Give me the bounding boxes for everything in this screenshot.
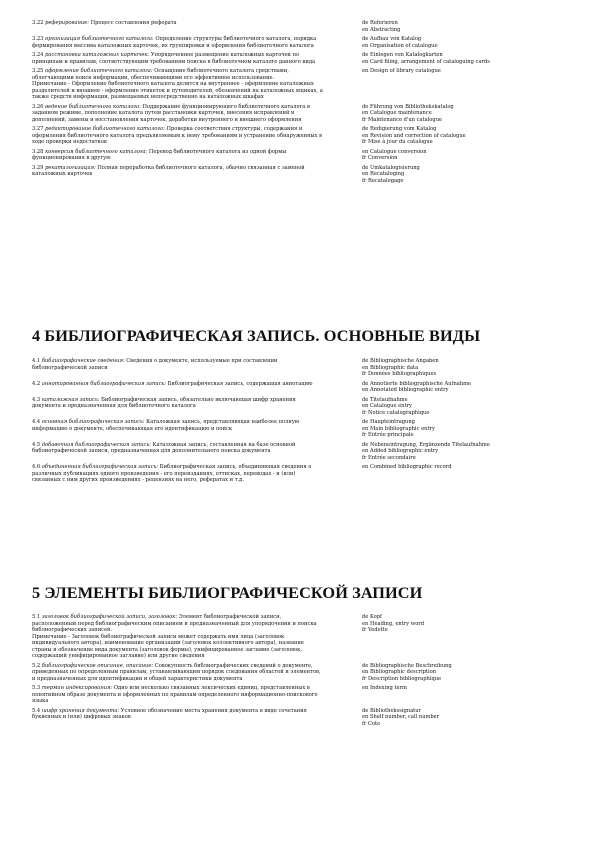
term-number: 3.22 (32, 20, 44, 26)
term-definition (32, 381, 324, 394)
term-number: 4.5 (32, 441, 41, 448)
foreign-equivalent: en Indexing term (362, 685, 407, 691)
term-number: 5.1 (32, 614, 41, 620)
foreign-equivalents (362, 663, 572, 683)
foreign-equivalent: en Bibliographic description (362, 669, 437, 675)
term-name: аннотированная библиографическая запись: (41, 380, 167, 387)
term-definition (32, 397, 324, 417)
term-entry (32, 36, 572, 49)
term-name: организация библиотечного каталога: (45, 36, 154, 42)
term-number: 3.27 (32, 126, 44, 132)
term-text (32, 685, 324, 705)
term-def: Каталожная запись, составленная на базе основной библиографической записи, предназначенная для дополнительного поиска документа (32, 441, 296, 454)
term-def: Условное обозначение места хранения документа в виде сочетания буквенных и (или) цифровых знаков (32, 707, 307, 720)
term-name: термин индексирования: (41, 685, 113, 691)
term-number: 3.24 (32, 52, 44, 58)
term-def: Процесс составления реферата (90, 20, 177, 26)
term-number: 5.2 (32, 662, 41, 669)
foreign-equivalent: de Referieren (362, 20, 398, 26)
foreign-equivalents (362, 397, 572, 417)
foreign-equivalents (362, 36, 572, 49)
term-text (32, 165, 324, 178)
foreign-equivalent: fr Entrée principale (362, 432, 414, 438)
term-name: шифр хранения документа: (41, 707, 120, 714)
foreign-equivalents (362, 614, 572, 660)
foreign-equivalent: fr Mise à jour du catalogue (362, 139, 433, 145)
term-number: 3.28 (32, 148, 44, 155)
term-entry (32, 464, 572, 484)
term-entry (32, 397, 572, 417)
term-name: объединенная библиографическая запись: (41, 464, 159, 470)
term-entry (32, 165, 572, 185)
term-text (32, 358, 324, 371)
entries-block-4 (32, 358, 572, 487)
foreign-equivalents (362, 104, 572, 124)
term-text (32, 104, 324, 124)
term-definition (32, 708, 324, 728)
foreign-equivalent: en Card filing, arrangement of cataloguing cards (362, 58, 490, 65)
foreign-equivalent: en Annotated bibliographic entry (362, 387, 449, 393)
foreign-equivalent: en Main bibliographic entry (362, 425, 435, 432)
foreign-equivalent: de Einlegen von Katalogkarten (362, 52, 443, 58)
foreign-equivalent: fr Conversion (362, 155, 398, 161)
term-entry (32, 685, 572, 705)
foreign-equivalent: de Kopf (362, 614, 382, 620)
term-note: Примечание - Заголовок библиографической записи может содержать имя лица (заголовок индивидуального автора), наименование организации (заголовок коллективного автора), название страны и обозначение вида документа (заголовок формы), унифицированное заглавие (заголовок, содержащий унифицированное заглавие) или другие сведения (32, 633, 304, 659)
term-entry (32, 663, 572, 683)
term-text (32, 68, 324, 81)
term-text (32, 397, 324, 410)
foreign-equivalent: de Umkatalogisierung (362, 164, 420, 171)
term-name: каталожная запись: (41, 396, 100, 403)
term-entry (32, 419, 572, 439)
foreign-equivalent: fr Maintenance d'un catalogue (362, 116, 443, 123)
term-definition (32, 149, 324, 162)
foreign-equivalent: en Catalogue maintenance (362, 110, 432, 116)
term-text (32, 442, 324, 455)
term-name: библиографическое описание, описание: (41, 662, 154, 669)
term-number: 3.25 (32, 68, 44, 74)
term-note: Примечание - Оформление библиотечного каталога делится на внутреннее - оформление каталожных разделителей и внешнее - оформление этикеток и путеводителей, обозначений на каталожных ящиках, а также средств информации, размещаемых непосредственно на каталожных шкафах (32, 81, 323, 100)
term-definition (32, 104, 324, 124)
term-text (32, 464, 324, 484)
foreign-equivalents (362, 419, 572, 439)
foreign-equivalent: en Added bibliographic entry (362, 448, 439, 454)
foreign-equivalents (362, 20, 572, 33)
term-name: редактирование библиотечного каталога: (45, 126, 165, 132)
foreign-equivalent: de Redigierung vom Katalog (362, 126, 437, 132)
foreign-equivalent: en Abstracting (362, 26, 401, 33)
term-definition (32, 358, 324, 378)
term-definition (32, 36, 324, 49)
term-text (32, 149, 324, 162)
term-def: Библиографическая запись, объединяющая сведения о различных публикациях одного произведения - его переизданиях, оттисках, переводах - и (или) связанных с ним других произведениях - рецензиях на него, рефератах и т.д. (32, 464, 312, 483)
term-entry (32, 708, 572, 728)
foreign-equivalents (362, 708, 572, 728)
term-name: основная библиографическая запись: (41, 419, 145, 425)
term-definition (32, 614, 324, 660)
term-def: Определение структуры библиотечного каталога, порядка формирования массива каталожных карточек, их группировки и оформления библиотечного каталога (32, 36, 317, 49)
entries-block-3 (32, 20, 572, 187)
term-name: расстановка каталожных карточек: (45, 52, 150, 58)
term-text (32, 52, 324, 65)
term-def: Библиографическая запись, обязательно включающая шифр хранения документа и предназначенная для библиотечного каталога (32, 396, 296, 409)
term-entry (32, 614, 572, 660)
foreign-equivalent: de Annotierte bibliographische Aufnahme (362, 380, 472, 387)
foreign-equivalent: fr Données bibliographiques (362, 371, 437, 377)
term-definition (32, 685, 324, 705)
foreign-equivalent: de Bibliographische Beschreibung (362, 662, 452, 669)
foreign-equivalent: en Combined bibliographic record (362, 464, 452, 470)
foreign-equivalent: en Bibliographic data (362, 364, 419, 371)
term-number: 3.26 (32, 103, 44, 110)
term-name: библиографические сведения: (41, 358, 125, 364)
section-heading-4: 4 БИБЛИОГРАФИЧЕСКАЯ ЗАПИСЬ. ОСНОВНЫЕ ВИДЫ (32, 326, 481, 345)
term-def: Поддержание функционирующего библиотечного каталога в заданном режиме, пополнение каталога путем расстановки карточек, внесения исправлений и дополнений, замены и восстановления карточек, доработки внутреннего и внешнего оформления (32, 103, 310, 123)
term-def: Полная переработка библиотечного каталога, обычно связанная с заменой каталожных карточек (32, 164, 305, 177)
foreign-equivalents (362, 52, 572, 65)
term-def: Совокупность библиографических сведений о документе, приведенных по определенным правилам, устанавливающим порядок следования областей и элементов, и предназначенных для идентификации и общей характеристики документа (32, 662, 321, 682)
foreign-equivalent: fr Vedette (362, 627, 388, 633)
term-definition (32, 419, 324, 439)
term-definition (32, 663, 324, 683)
term-entry (32, 149, 572, 162)
foreign-equivalents (362, 685, 572, 705)
term-number: 3.29 (32, 164, 44, 171)
term-definition (32, 20, 324, 33)
term-text (32, 419, 324, 432)
term-name: оформление библиотечного каталога: (45, 68, 153, 74)
foreign-equivalent: de Nebeneintragung, Ergänzende Titelaufnahme (362, 441, 490, 448)
term-name: конверсия библиотечного каталога: (45, 148, 148, 155)
term-text (32, 663, 324, 683)
term-entry (32, 126, 572, 146)
term-entry (32, 52, 572, 65)
section-heading-5: 5 ЭЛЕМЕНТЫ БИБЛИОГРАФИЧЕСКОЙ ЗАПИСИ (32, 583, 423, 602)
foreign-equivalent: fr Cote (362, 720, 381, 727)
term-definition (32, 68, 324, 101)
term-definition (32, 464, 324, 484)
term-number: 3.23 (32, 36, 44, 42)
foreign-equivalent: de Bibliographische Angaben (362, 358, 439, 364)
term-name: рекаталогизация: (45, 164, 96, 171)
term-text (32, 708, 324, 721)
term-name: ведение библиотечного каталога: (45, 103, 141, 110)
foreign-equivalent: fr Notice catalographique (362, 409, 430, 416)
term-name: добавочная библиографическая запись: (41, 441, 151, 448)
term-def: Одно или несколько связанных лексических единиц, представленных в понятийном образе документа и оформленных по правилам определенного информационно-поискового языка (32, 685, 318, 704)
term-number: 5.3 (32, 685, 41, 691)
foreign-equivalents (362, 464, 572, 484)
term-entry (32, 442, 572, 462)
term-entry (32, 68, 572, 101)
term-text (32, 126, 324, 146)
foreign-equivalents (362, 149, 572, 162)
foreign-equivalent: en Catalogue entry (362, 403, 412, 409)
foreign-equivalent: de Titelaufnahme (362, 396, 408, 403)
term-def: Библиографическая запись, содержащая аннотацию (167, 380, 313, 387)
term-number: 5.4 (32, 707, 41, 714)
term-name: заголовок библиографической записи, заголовок: (41, 614, 178, 620)
term-number: 4.1 (32, 358, 41, 364)
term-definition (32, 52, 324, 65)
foreign-equivalent: en Design of library catalogue (362, 68, 441, 74)
foreign-equivalent: fr Recatalogage (362, 177, 404, 184)
term-definition (32, 442, 324, 462)
foreign-equivalent: fr Entrée secondaire (362, 454, 416, 461)
foreign-equivalent: fr Description bibliographique (362, 675, 442, 682)
term-name: реферирование: (45, 20, 90, 26)
foreign-equivalent: en Heading, entry word (362, 620, 425, 627)
foreign-equivalents (362, 126, 572, 146)
term-number: 4.4 (32, 419, 41, 425)
foreign-equivalent: de Aufbau von Katalog (362, 36, 422, 42)
foreign-equivalent: en Shelf number, call number (362, 714, 440, 720)
foreign-equivalent: en Organisation of catalogue (362, 42, 438, 49)
term-number: 4.6 (32, 464, 41, 470)
foreign-equivalents (362, 165, 572, 185)
foreign-equivalent: en Catalogue conversion (362, 148, 427, 155)
term-entry (32, 20, 572, 33)
term-number: 4.2 (32, 380, 41, 387)
foreign-equivalents (362, 358, 572, 378)
foreign-equivalents (362, 442, 572, 462)
term-definition (32, 126, 324, 146)
term-def: Перевод библиотечного каталога из одной формы функционирования в другую (32, 148, 287, 161)
entries-block-5 (32, 614, 572, 730)
foreign-equivalents (362, 68, 572, 101)
term-entry (32, 358, 572, 378)
term-def: Сведения о документе, используемые при составлении библиографической записи (32, 358, 278, 371)
term-def: Оснащение библиотечного каталога средствами, облегчающими поиск информации, обеспечивающими его эффективное использование. (32, 68, 289, 81)
term-entry (32, 381, 572, 394)
term-def: Каталожная запись, представляющая наиболее полную информацию о документе, обеспечивающая его идентификацию и поиск (32, 419, 300, 432)
term-def: Элемент библиографической записи, расположенный перед библиографическим описанием и предназначенный для упорядочения и поиска библиографических записей. (32, 614, 317, 633)
term-number: 4.3 (32, 396, 41, 403)
foreign-equivalent: de Haupteintragung (362, 419, 415, 425)
foreign-equivalent: de Führung von Bibliothekskatalog (362, 103, 454, 110)
term-def: Проверка соответствия структуры, содержания и оформления библиотечного каталога предъявляемым к нему требованиям и устранение обнаруженных в ходе проверки недостатков (32, 126, 323, 145)
term-entry (32, 104, 572, 124)
foreign-equivalents (362, 381, 572, 394)
term-text (32, 20, 324, 27)
foreign-equivalent: en Recataloging (362, 171, 405, 177)
foreign-equivalent: en Revision and correction of catalogue (362, 132, 466, 139)
foreign-equivalent: de Bibliothekssignatur (362, 707, 422, 714)
term-def: Упорядоченное размещение каталожных карточек по принципам и правилам, соответствующим требованиям поиска в библиотечном каталоге данного вида (32, 52, 316, 65)
term-definition (32, 165, 324, 185)
term-text (32, 381, 324, 388)
term-text (32, 614, 324, 634)
term-text (32, 36, 324, 49)
